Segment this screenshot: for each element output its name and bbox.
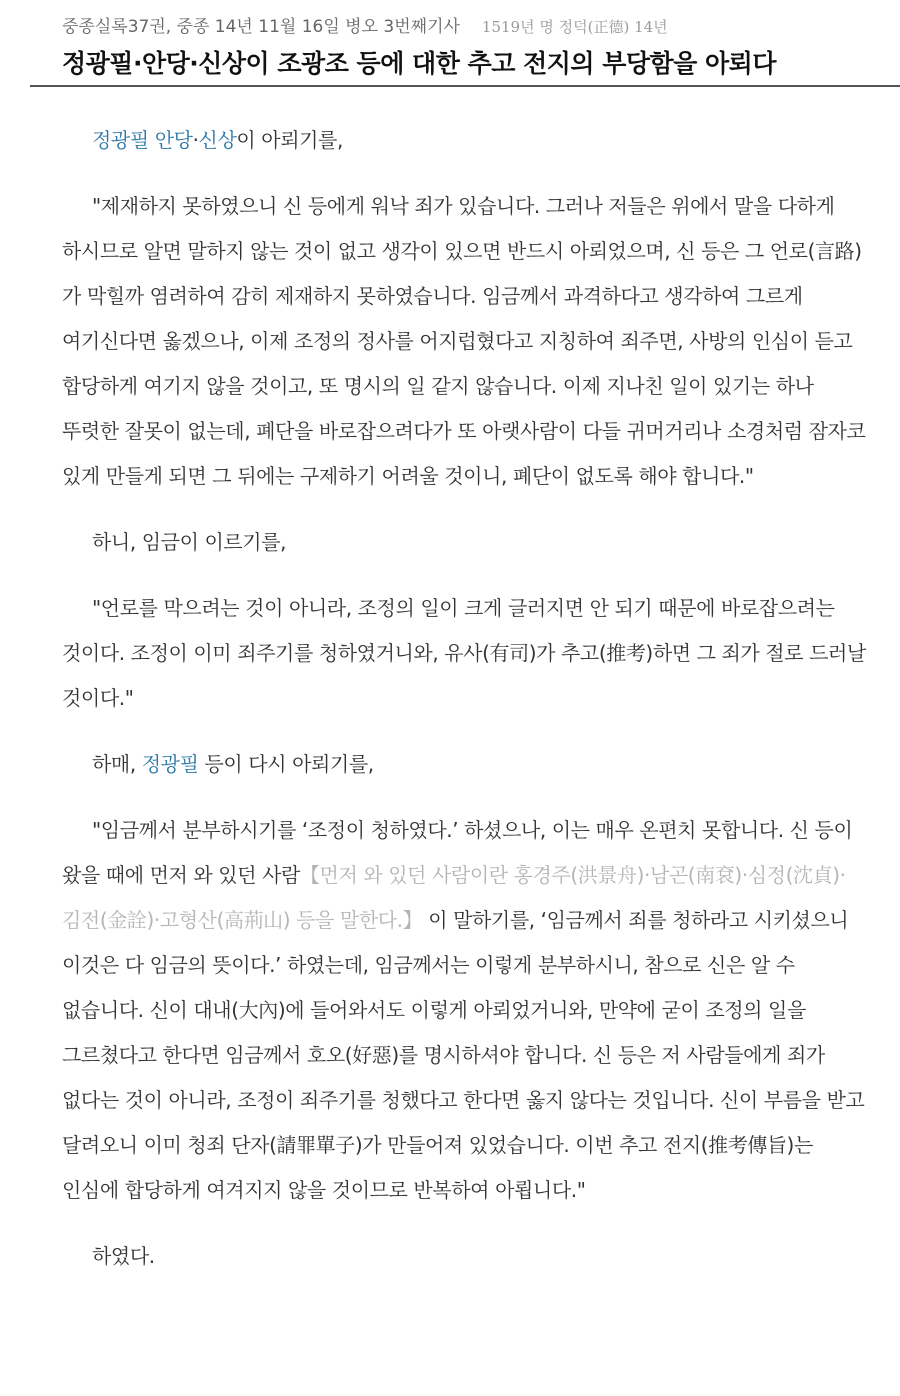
paragraph-3: 하니, 임금이 이르기를, <box>92 530 287 554</box>
paragraph-7: 하였다. <box>92 1244 155 1268</box>
person-link-sin-sang[interactable]: 신상 <box>198 128 237 152</box>
paragraph-text: "임금께서 분부하시기를 ‘조정이 청하였다.’ 하셨으나, 이는 매우 온편치 못합니다. 신 등이 왔을 때에 먼저 와 있던 사람 <box>62 818 853 887</box>
record-meta <box>62 12 668 37</box>
article-body <box>62 118 868 1279</box>
title-divider <box>30 85 900 87</box>
person-link-jeong-gwang-pil[interactable]: 정광필 <box>141 752 199 776</box>
paragraph-text: 하매, <box>92 752 142 776</box>
paragraph-4: "언로를 막으려는 것이 아니라, 조정의 일이 크게 글러지면 안 되기 때문에 바로잡으려는 것이다. 조정이 이미 죄주기를 청하였거니와, 유사(有司)가 추고(推考)하면 그 죄가 절로 드러날 것이다." <box>62 596 866 710</box>
paragraph-2: "제재하지 못하였으니 신 등에게 워낙 죄가 있습니다. 그러나 저들은 위에서 말을 다하게 하시므로 알면 말하지 않는 것이 없고 생각이 있으면 반드시 아뢰었으며, 신 등은 그 언로(言路)가 막힐까 염려하여 감히 제재하지 못하였습니다. 임금께서 과격하다고 생각하여 그르게 여기신다면 옳겠으나, 이제 조정의 정사를 어지럽혔다고 지칭하여 죄주면, 사방의 인심이 듣고 합당하게 여기지 않을 것이고, 또 명시의 일 같지 않습니다. 이제 지나친 일이 있기는 하나 뚜렷한 잘못이 없는데, 폐단을 바로잡으려다가 또 아랫사람이 다들 귀머거리나 소경처럼 잠자코 있게 만들게 되면 그 뒤에는 구제하기 어려울 것이니, 폐단이 없도록 해야 합니다." <box>62 194 866 488</box>
record-date: 1519년 명 정덕(正德) 14년 <box>481 18 668 36</box>
record-source: 중종실록37권, 중종 14년 11월 16일 병오 3번째기사 <box>62 17 460 37</box>
name-separator: · <box>192 128 199 152</box>
annotation-note: 【먼저 와 있던 사람이란 홍경주(洪景舟)·남곤(南袞)·심정(沈貞)·김전(金詮)·고형산(高荊山) 등을 말한다.】 <box>62 863 846 932</box>
article-header <box>0 0 900 88</box>
paragraph-text: 이 아뢰기를, <box>236 128 343 152</box>
paragraph-1 <box>62 118 868 163</box>
person-link-jeong-gwang-pil[interactable]: 정광필 <box>92 128 149 152</box>
paragraph-text: 이 말하기를, ‘임금께서 죄를 청하라고 시키셨으니 이것은 다 임금의 뜻이다.’ 하였는데, 임금께서는 이렇게 분부하시니, 참으로 신은 알 수 없습니다. 신이 대내(大內)에 들어와서도 이렇게 아뢰었거니와, 만약에 굳이 조정의 일을 그르쳤다고 한다면 임금께서 호오(好惡)를 명시하셔야 합니다. 신 등은 저 사람들에게 죄가 없다는 것이 아니라, 조정이 죄주기를 청했다고 한다면 옳지 않다는 것입니다. 신이 부름을 받고 달려오니 이미 청죄 단자(請罪單子)가 만들어져 있었습니다. 이번 추고 전지(推考傳旨)는 인심에 합당하게 여겨지지 않을 것이므로 반복하여 아룁니다." <box>62 908 865 1202</box>
paragraph-5 <box>62 742 868 787</box>
person-link-an-dang[interactable]: 안당 <box>154 128 193 152</box>
paragraph-6 <box>62 808 868 1213</box>
paragraph-text: 등이 다시 아뢰기를, <box>198 752 374 776</box>
article-title: 정광필·안당·신상이 조광조 등에 대한 추고 전지의 부당함을 아뢰다 <box>62 49 776 78</box>
